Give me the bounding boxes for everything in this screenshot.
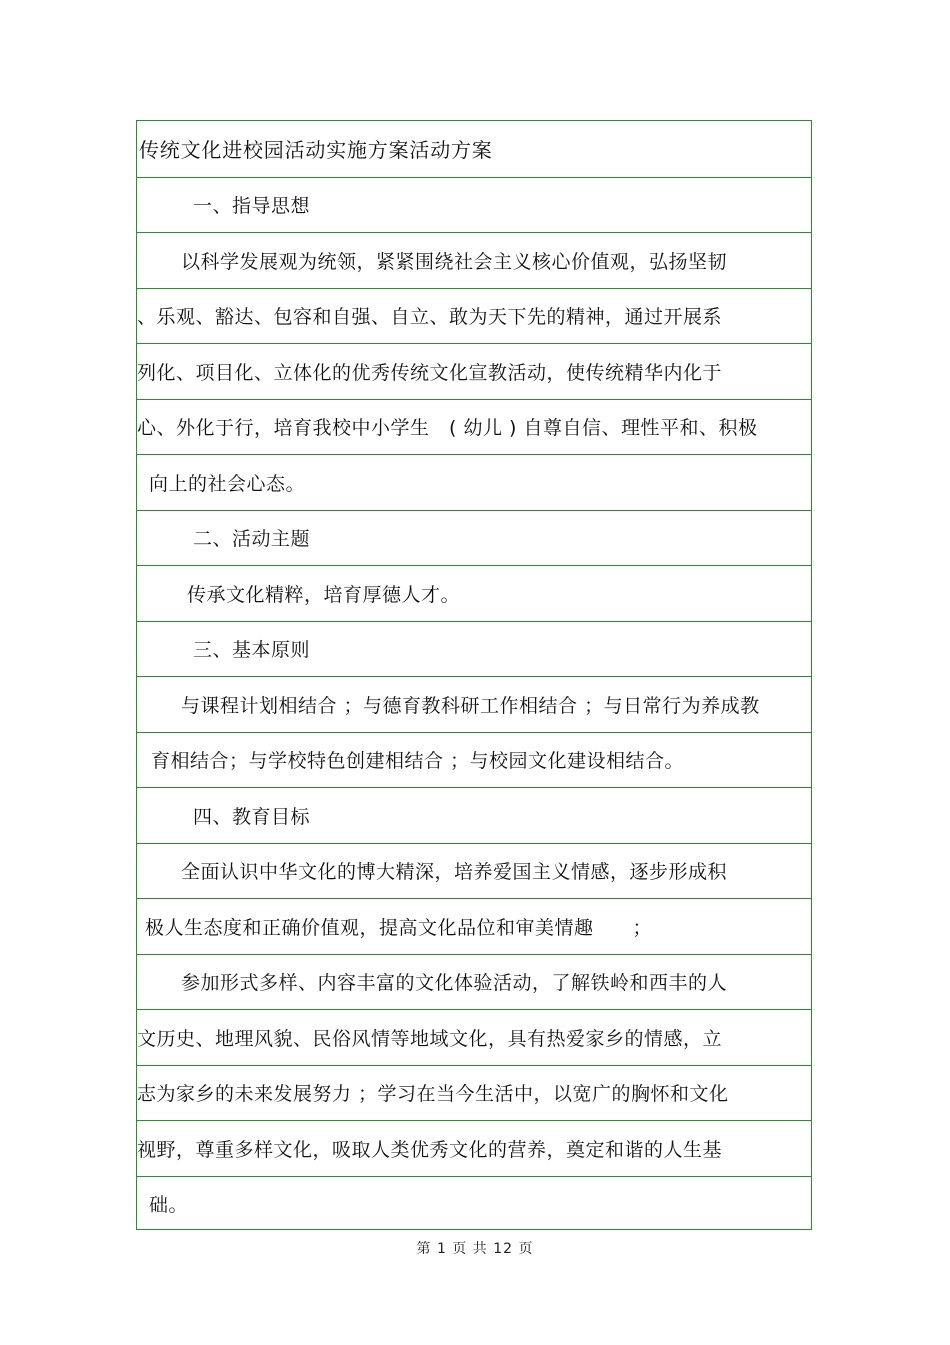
paragraph-line: 以科学发展观为统领，紧紧围绕社会主义核心价值观，弘扬坚韧 [137, 232, 811, 288]
section-heading: 一、指导思想 [137, 177, 811, 233]
paragraph-line: 全面认识中华文化的博大精深，培养爱国主义情感，逐步形成积 [137, 843, 811, 899]
paragraph-line: 视野，尊重多样文化，吸取人类优秀文化的营养，奠定和谐的人生基 [137, 1120, 811, 1176]
paragraph-line: 与课程计划相结合 ；与德育教科研工作相结合 ；与日常行为养成教 [137, 676, 811, 732]
document-title: 传统文化进校园活动实施方案活动方案 [139, 138, 493, 163]
paragraph-line: 育相结合；与学校特色创建相结合 ；与校园文化建设相结合。 [137, 732, 811, 788]
section-heading: 三、基本原则 [137, 621, 811, 677]
paragraph-line: 文历史、地理风貌、民俗风情等地域文化，具有热爱家乡的情感，立 [137, 1009, 811, 1065]
paragraph-line: 、乐观、豁达、包容和自强、自立、敢为天下先的精神，通过开展系 [137, 288, 811, 344]
paragraph-line: 础。 [137, 1176, 811, 1232]
paragraph-line: 心、外化于行，培育我校中小学生 ( 幼儿 ) 自尊自信、理性平和、积极 [137, 399, 811, 455]
page-footer: 第 1 页 共 12 页 [416, 1241, 534, 1257]
paragraph-line: 参加形式多样、内容丰富的文化体验活动，了解铁岭和西丰的人 [137, 954, 811, 1010]
page-frame [136, 120, 812, 1230]
section-heading: 二、活动主题 [137, 510, 811, 566]
paragraph-line: 极人生态度和正确价值观，提高文化品位和审美情趣 ； [137, 898, 811, 954]
section-heading: 四、教育目标 [137, 787, 811, 843]
paragraph-line: 传承文化精粹，培育厚德人才。 [137, 565, 811, 621]
paragraph-line: 列化、项目化、立体化的优秀传统文化宣教活动，使传统精华内化于 [137, 343, 811, 399]
paragraph-line: 志为家乡的未来发展努力 ；学习在当今生活中，以宽广的胸怀和文化 [137, 1065, 811, 1121]
paragraph-line: 向上的社会心态。 [137, 454, 811, 510]
